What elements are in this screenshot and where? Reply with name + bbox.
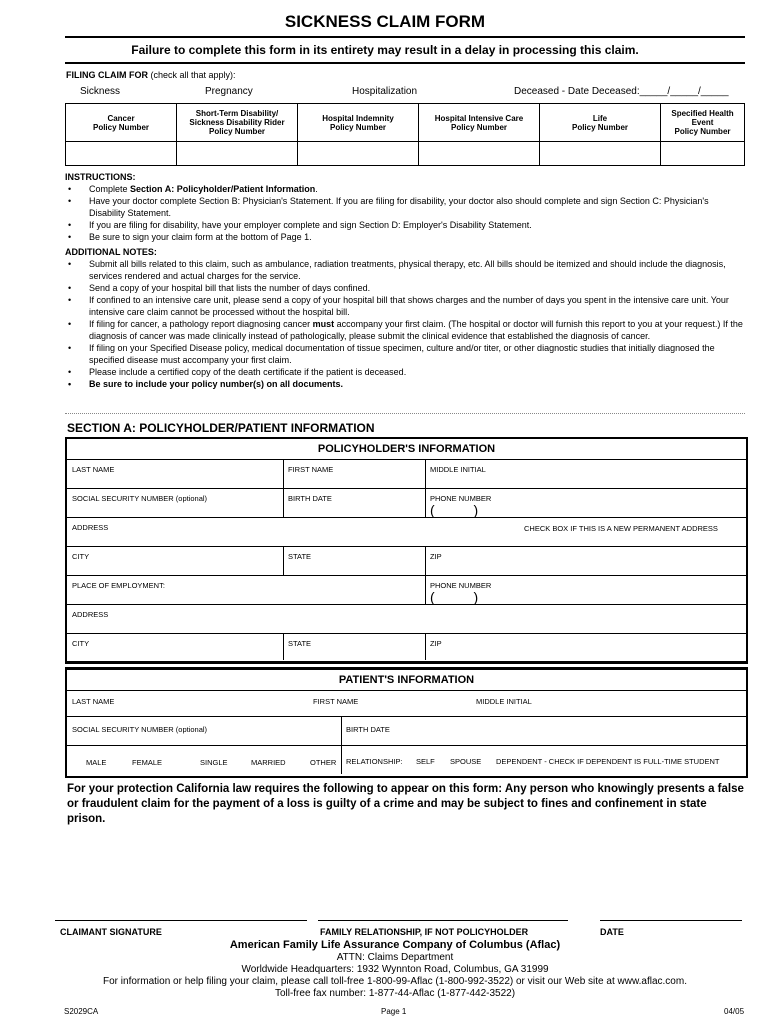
sex-male-option[interactable]: MALE (86, 758, 107, 767)
employer-city-label: CITY (72, 639, 90, 648)
employment-label: PLACE OF EMPLOYMENT: (72, 581, 165, 590)
instructions-heading: INSTRUCTIONS: (65, 172, 136, 182)
hospital-icu-policy-input[interactable] (419, 142, 540, 166)
section-a-title: SECTION A: POLICYHOLDER/PATIENT INFORMATION (67, 421, 375, 435)
relationship-label: RELATIONSHIP: (346, 757, 403, 766)
instruction-item: • Have your doctor complete Section B: Physician's Statement. If you are filing for disability, your doctor also should complete and sign Section C: Physician's Disability Statement. (65, 195, 745, 219)
filing-label (66, 70, 236, 80)
filing-label-rest: (check all that apply): (150, 70, 236, 80)
row-line (67, 546, 746, 547)
policy-header-line: Policy Number (674, 127, 731, 136)
california-notice: For your protection California law requires the following to appear on this form: Any person who knowingly presents a false or fraudulent claim for the payment of a loss is guilty of a crime and may be subject to fines and confinement in state prison. (67, 783, 744, 825)
sex-female-option[interactable]: FEMALE (132, 758, 163, 767)
ph-state-label: STATE (288, 552, 312, 561)
note-text-bold: must (312, 319, 335, 329)
ph-city-label: CITY (72, 552, 90, 561)
note-item: • If confined to an intensive care unit, please send a copy of your hospital bill that shows charges and the number of days you spent in the intensive care unit. Your intensive care claim cannot be processed without the hospital bill. (65, 294, 745, 318)
specified-health-policy-input[interactable] (661, 142, 745, 166)
ph-middle-initial-label: MIDDLE INITIAL (430, 465, 486, 474)
col-line (283, 459, 284, 517)
policy-header-specified-health (661, 104, 745, 142)
instruction-text: Complete (89, 184, 131, 194)
page-number: Page 1 (381, 1007, 407, 1016)
warning-rule (65, 62, 745, 64)
employer-phone-label: PHONE NUMBER (430, 581, 492, 590)
note-text: If filing for cancer, a pathology report diagnosing cancer (89, 319, 313, 329)
fax-line: Toll-free fax number: 1-877-44-Aflac (1-877-442-3522) (274, 988, 516, 999)
filing-option-hospitalization[interactable]: Hospitalization (352, 86, 418, 97)
ph-first-name-label: FIRST NAME (288, 465, 334, 474)
policy-header-line: Life (592, 113, 608, 123)
relationship-spouse-option[interactable]: SPOUSE (450, 757, 482, 766)
row-line (67, 716, 746, 717)
section-divider (65, 413, 745, 414)
relationship-self-option[interactable]: SELF (416, 757, 435, 766)
signature-line[interactable] (55, 920, 307, 921)
filing-label-bold: FILING CLAIM FOR (66, 70, 148, 80)
filing-option-sickness[interactable]: Sickness (80, 86, 121, 97)
col-line (425, 633, 426, 660)
policy-header-line: Hospital Indemnity (322, 113, 394, 123)
ph-last-name-label: LAST NAME (72, 465, 115, 474)
policy-header-hospital-icu (419, 104, 540, 142)
ph-zip-label: ZIP (430, 552, 442, 561)
row-line (67, 517, 746, 518)
row-line (67, 745, 746, 746)
policy-header-line: Policy Number (92, 122, 149, 132)
pt-last-name-label: LAST NAME (72, 697, 115, 706)
instructions-block (65, 171, 745, 390)
row-line (67, 488, 746, 489)
row-line (67, 575, 746, 576)
instruction-text-bold: Section A: Policyholder/Patient Information (130, 184, 316, 194)
status-single-option[interactable]: SINGLE (200, 758, 228, 767)
policy-header-line: Hospital Intensive Care (434, 113, 524, 123)
col-line (425, 546, 426, 604)
pt-first-name-label: FIRST NAME (313, 697, 359, 706)
filing-option-deceased[interactable]: Deceased - Date Deceased:_____/_____/_____ (514, 86, 729, 97)
hospital-indemnity-policy-input[interactable] (298, 142, 419, 166)
ph-ssn-label: SOCIAL SECURITY NUMBER (optional) (72, 494, 208, 503)
note-text: accompany your first claim. (The hospital or doctor will furnish this report to you at your request.) If the diagnosis of cancer was made clinically instead of pathologically, please submit the clinical evidence that established the diagnosis of cancer. (89, 319, 743, 341)
policy-header-cancer (66, 104, 177, 142)
policy-header-line: Policy Number (571, 122, 628, 132)
row-line (67, 459, 746, 460)
cancer-policy-input[interactable] (66, 142, 177, 166)
policy-header-life (540, 104, 661, 142)
note-item: • Send a copy of your hospital bill that lists the number of days confined. (65, 282, 745, 294)
policy-number-table (65, 103, 745, 166)
relationship-dependent-option[interactable]: DEPENDENT - CHECK IF DEPENDENT IS FULL-TIME STUDENT (496, 757, 720, 766)
form-code: S2029CA (64, 1007, 99, 1016)
info-line: For information or help filing your claim, please call toll-free 1-800-99-Aflac (1-800-992-3522) or visit our Web site at www.aflac.com. (103, 976, 687, 987)
col-line (283, 633, 284, 660)
pt-birth-date-label: BIRTH DATE (346, 725, 390, 734)
employer-state-label: STATE (288, 639, 312, 648)
policy-header-line: Sickness Disability Rider (189, 118, 285, 127)
family-relationship-label: FAMILY RELATIONSHIP, IF NOT POLICYHOLDER (320, 927, 529, 937)
policyholder-heading: POLICYHOLDER'S INFORMATION (317, 443, 496, 455)
col-line (283, 546, 284, 575)
note-item: • Submit all bills related to this claim, such as ambulance, radiation treatments, physical therapy, etc. All bills should be itemized and should include the diagnosis, services rendered and actual charges for the service. (65, 258, 745, 282)
instruction-item: • Be sure to sign your claim form at the bottom of Page 1. (65, 231, 745, 243)
policy-header-disability (177, 104, 298, 142)
notes-heading: ADDITIONAL NOTES: (65, 247, 157, 257)
policy-header-line: Specified Health Event (671, 109, 734, 127)
family-relationship-line[interactable] (318, 920, 568, 921)
patient-heading: PATIENT'S INFORMATION (338, 674, 475, 686)
policy-header-line: Short-Term Disability/ (195, 109, 279, 118)
hq-line: Worldwide Headquarters: 1932 Wynnton Road, Columbus, GA 31999 (241, 964, 549, 975)
warning-text: Failure to complete this form in its entirety may result in a delay in processing this claim. (131, 43, 639, 57)
col-line (425, 459, 426, 517)
instruction-item (65, 183, 745, 195)
pt-middle-initial-label: MIDDLE INITIAL (476, 697, 532, 706)
policy-header-line: Policy Number (450, 122, 507, 132)
attn-line: ATTN: Claims Department (336, 952, 454, 963)
disability-policy-input[interactable] (177, 142, 298, 166)
status-married-option[interactable]: MARRIED (251, 758, 286, 767)
ph-address-label: ADDRESS (72, 523, 109, 532)
row-line (67, 604, 746, 605)
ph-phone-label: PHONE NUMBER (430, 494, 492, 503)
policy-header-hospital-indemnity (298, 104, 419, 142)
form-version: 04/05 (724, 1007, 745, 1016)
pt-ssn-label: SOCIAL SECURITY NUMBER (optional) (72, 725, 208, 734)
life-policy-input[interactable] (540, 142, 661, 166)
row-line (67, 633, 746, 634)
employer-phone-area-code[interactable]: ( ) (430, 589, 479, 605)
filing-option-pregnancy[interactable]: Pregnancy (205, 86, 253, 97)
note-item (65, 318, 745, 342)
ph-birth-date-label: BIRTH DATE (288, 494, 332, 503)
employer-zip-label: ZIP (430, 639, 442, 648)
title-rule (65, 36, 745, 38)
note-item: • Be sure to include your policy number(s) on all documents. (65, 378, 745, 390)
policy-header-line: Policy Number (208, 127, 265, 136)
policy-header-line: Policy Number (329, 122, 386, 132)
new-address-checkbox[interactable]: CHECK BOX IF THIS IS A NEW PERMANENT ADDRESS (524, 524, 718, 533)
employer-address-label: ADDRESS (72, 610, 109, 619)
ph-phone-area-code[interactable]: ( ) (430, 502, 479, 518)
col-line (341, 716, 342, 774)
date-label: DATE (600, 927, 624, 937)
status-other-option[interactable]: OTHER (310, 758, 337, 767)
policyholder-box (65, 437, 748, 664)
row-line (67, 690, 746, 691)
instruction-text: . (315, 184, 318, 194)
note-item: • If filing on your Specified Disease policy, medical documentation of tissue specimen, culture and/or titer, or other diagnostic studies that initially diagnosed the specified disease must accompany your first claim. (65, 342, 745, 366)
instruction-item: • If you are filing for disability, have your employer complete and sign Section D: Employer's Disability Statement. (65, 219, 745, 231)
note-item: • Please include a certified copy of the death certificate if the patient is deceased. (65, 366, 745, 378)
form-title: SICKNESS CLAIM FORM (284, 12, 486, 31)
date-line[interactable] (600, 920, 742, 921)
company-name: American Family Life Assurance Company of Columbus (Aflac) (229, 939, 561, 951)
policy-header-line: Cancer (107, 113, 135, 123)
claimant-signature-label: CLAIMANT SIGNATURE (60, 927, 162, 937)
